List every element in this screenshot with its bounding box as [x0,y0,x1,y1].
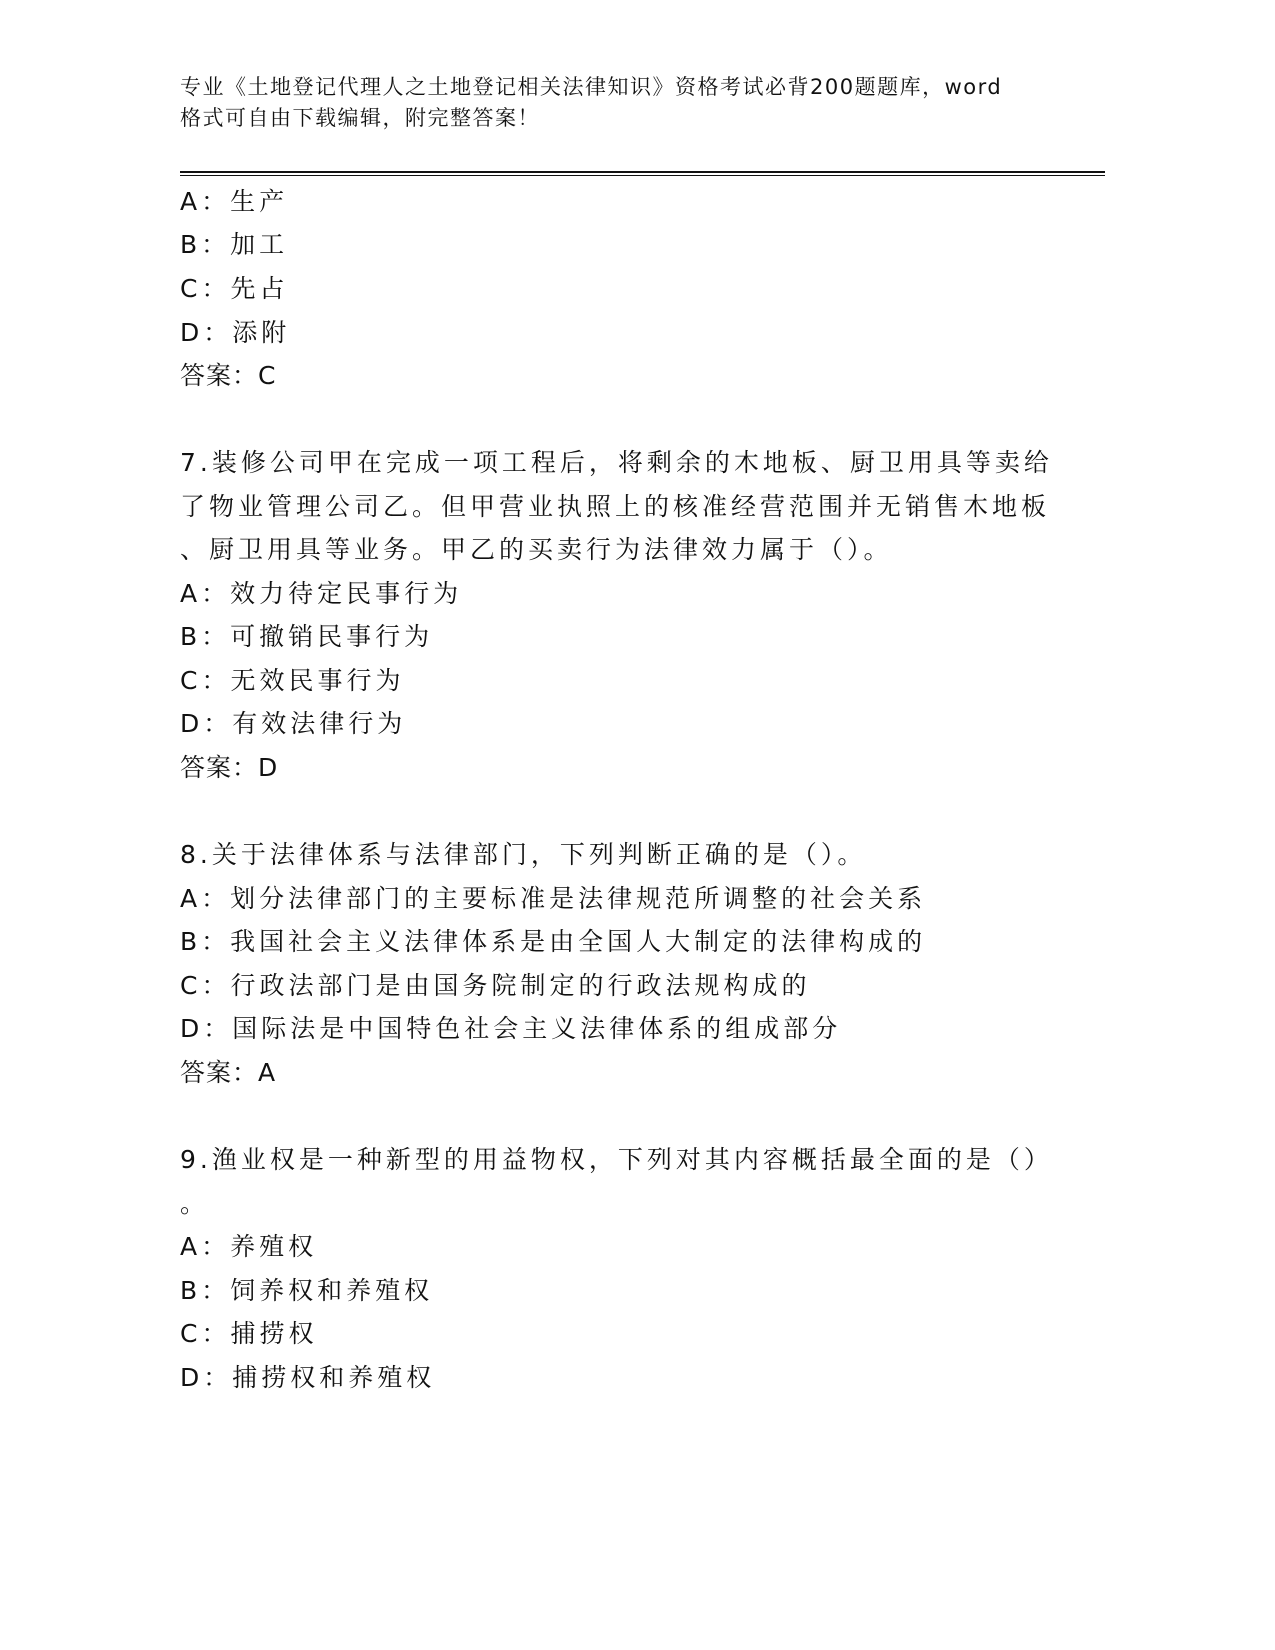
option-b: B：加工 [180,230,289,259]
answer: 答案：A [180,1058,277,1087]
question-stem: 8.关于法律体系与法律部门，下列判断正确的是（）。 [180,840,867,869]
question-stem: 9.渔业权是一种新型的用益物权，下列对其内容概括最全面的是（） [180,1145,1053,1174]
option-c: C：先占 [180,274,289,303]
option-b: B：我国社会主义法律体系是由全国人大制定的法律构成的 [180,927,927,956]
option-c: C：行政法部门是由国务院制定的行政法规构成的 [180,971,811,1000]
document-header-line: 格式可自由下载编辑，附完整答案！ [180,106,540,130]
option-a: A：划分法律部门的主要标准是法律规范所调整的社会关系 [180,884,927,913]
option-c: C：捕捞权 [180,1319,318,1348]
option-b: B：可撤销民事行为 [180,622,434,651]
question-stem: 、厨卫用具等业务。甲乙的买卖行为法律效力属于（）。 [180,535,893,564]
header-divider [180,175,1105,176]
option-d: D：添附 [180,318,291,347]
option-d: D：捕捞权和养殖权 [180,1363,436,1392]
option-d: D：国际法是中国特色社会主义法律体系的组成部分 [180,1014,842,1043]
option-b: B：饲养权和养殖权 [180,1276,434,1305]
option-d: D：有效法律行为 [180,709,407,738]
option-a: A：生产 [180,187,289,216]
question-stem: 7.装修公司甲在完成一项工程后，将剩余的木地板、厨卫用具等卖给 [180,448,1053,477]
answer: 答案：C [180,361,277,390]
option-a: A：养殖权 [180,1232,318,1261]
answer: 答案：D [180,753,279,782]
question-stem: 了物业管理公司乙。但甲营业执照上的核准经营范围并无销售木地板 [180,492,1051,521]
header-divider [180,171,1105,173]
document-header-line: 专业《土地登记代理人之土地登记相关法律知识》资格考试必背200题题库，word [180,75,1003,99]
option-a: A：效力待定民事行为 [180,579,463,608]
option-c: C：无效民事行为 [180,666,405,695]
question-stem: 。 [180,1189,210,1218]
